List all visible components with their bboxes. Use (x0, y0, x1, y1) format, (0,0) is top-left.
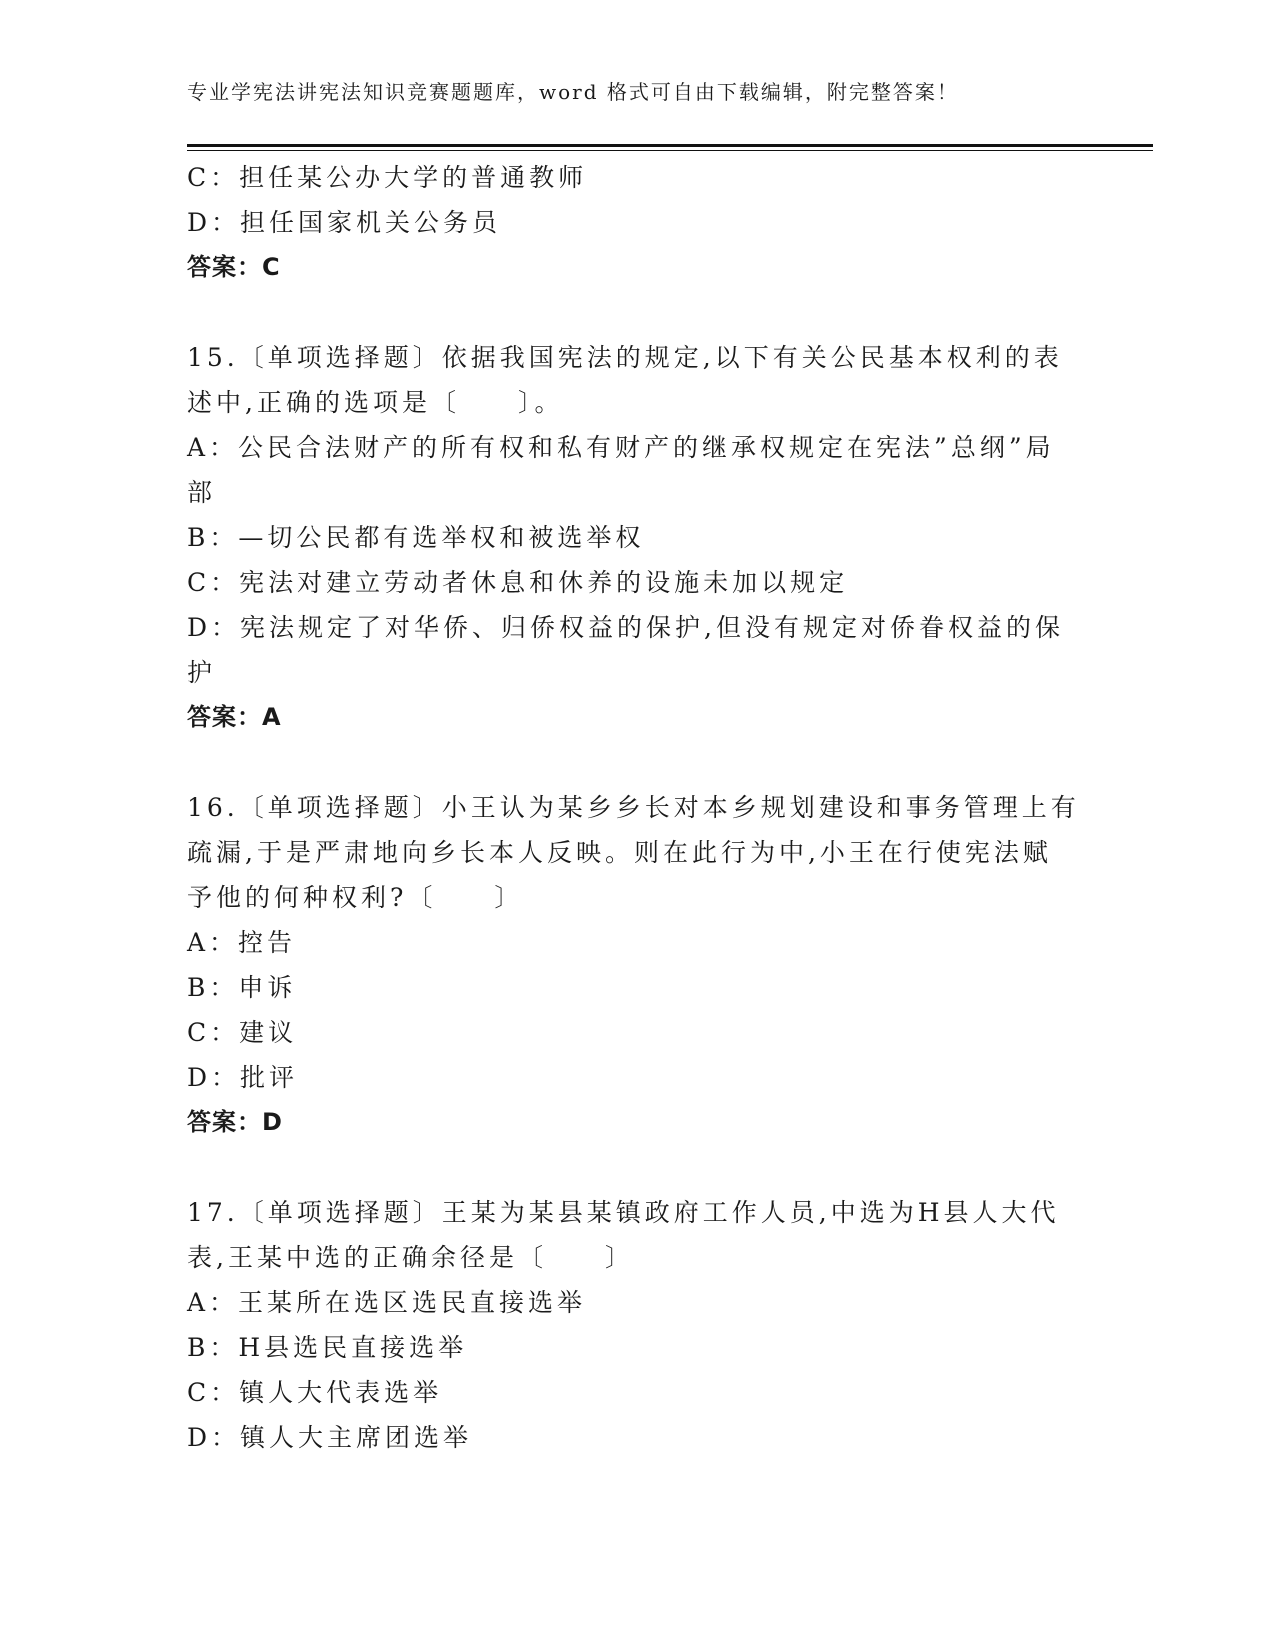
option-a: A：王某所在选区选民直接选举 (187, 1288, 587, 1317)
question-16 (187, 785, 1087, 1145)
answer-line: 答案：D (187, 1108, 283, 1136)
answer-line: 答案：C (187, 253, 281, 281)
option-a: A：公民合法财产的所有权和私有财产的继承权规定在宪法”总纲”局 (187, 433, 1055, 462)
option-d: D：担任国家机关公务员 (187, 208, 502, 237)
question-14-tail (187, 155, 1087, 290)
spacer (187, 290, 1087, 335)
answer-line: 答案：A (187, 703, 282, 731)
option-c: C：建议 (187, 1018, 298, 1047)
question-stem: 15.〔单项选择题〕依据我国宪法的规定,以下有关公民基本权利的表 (187, 343, 1063, 372)
option-b: B：H县选民直接选举 (187, 1333, 468, 1362)
option-b: B：申诉 (187, 973, 297, 1002)
option-d: D：批评 (187, 1063, 299, 1092)
option-b: B：—切公民都有选举权和被选举权 (187, 523, 645, 552)
option-a-continued: 部 (187, 478, 217, 507)
option-c: C：宪法对建立劳动者休息和休养的设施未加以规定 (187, 568, 849, 597)
option-d: D：宪法规定了对华侨、归侨权益的保护,但没有规定对侨眷权益的保 (187, 613, 1064, 642)
question-stem: 表,王某中选的正确余径是〔 〕 (187, 1243, 634, 1272)
question-stem: 疏漏,于是严肃地向乡长本人反映。则在此行为中,小王在行使宪法赋 (187, 838, 1052, 867)
spacer (187, 740, 1087, 785)
question-content (187, 155, 1087, 1460)
spacer (187, 1145, 1087, 1190)
option-d-continued: 护 (187, 658, 217, 687)
question-15 (187, 335, 1087, 740)
question-stem: 予他的何种权利?〔 〕 (187, 883, 524, 912)
question-stem: 17.〔单项选择题〕王某为某县某镇政府工作人员,中选为H县人大代 (187, 1198, 1060, 1227)
option-c: C：担任某公办大学的普通教师 (187, 163, 588, 192)
page-header: 专业学宪法讲宪法知识竞赛题题库，word 格式可自由下载编辑，附完整答案！ (187, 80, 959, 104)
option-a: A：控告 (187, 928, 297, 957)
option-d: D：镇人大主席团选举 (187, 1423, 473, 1452)
option-c: C：镇人大代表选举 (187, 1378, 443, 1407)
header-rule-thick (187, 144, 1153, 147)
question-17 (187, 1190, 1087, 1460)
header-rule-thin (187, 150, 1153, 151)
question-stem: 述中,正确的选项是〔 〕。 (187, 388, 564, 417)
question-stem: 16.〔单项选择题〕小王认为某乡乡长对本乡规划建设和事务管理上有 (187, 793, 1080, 822)
